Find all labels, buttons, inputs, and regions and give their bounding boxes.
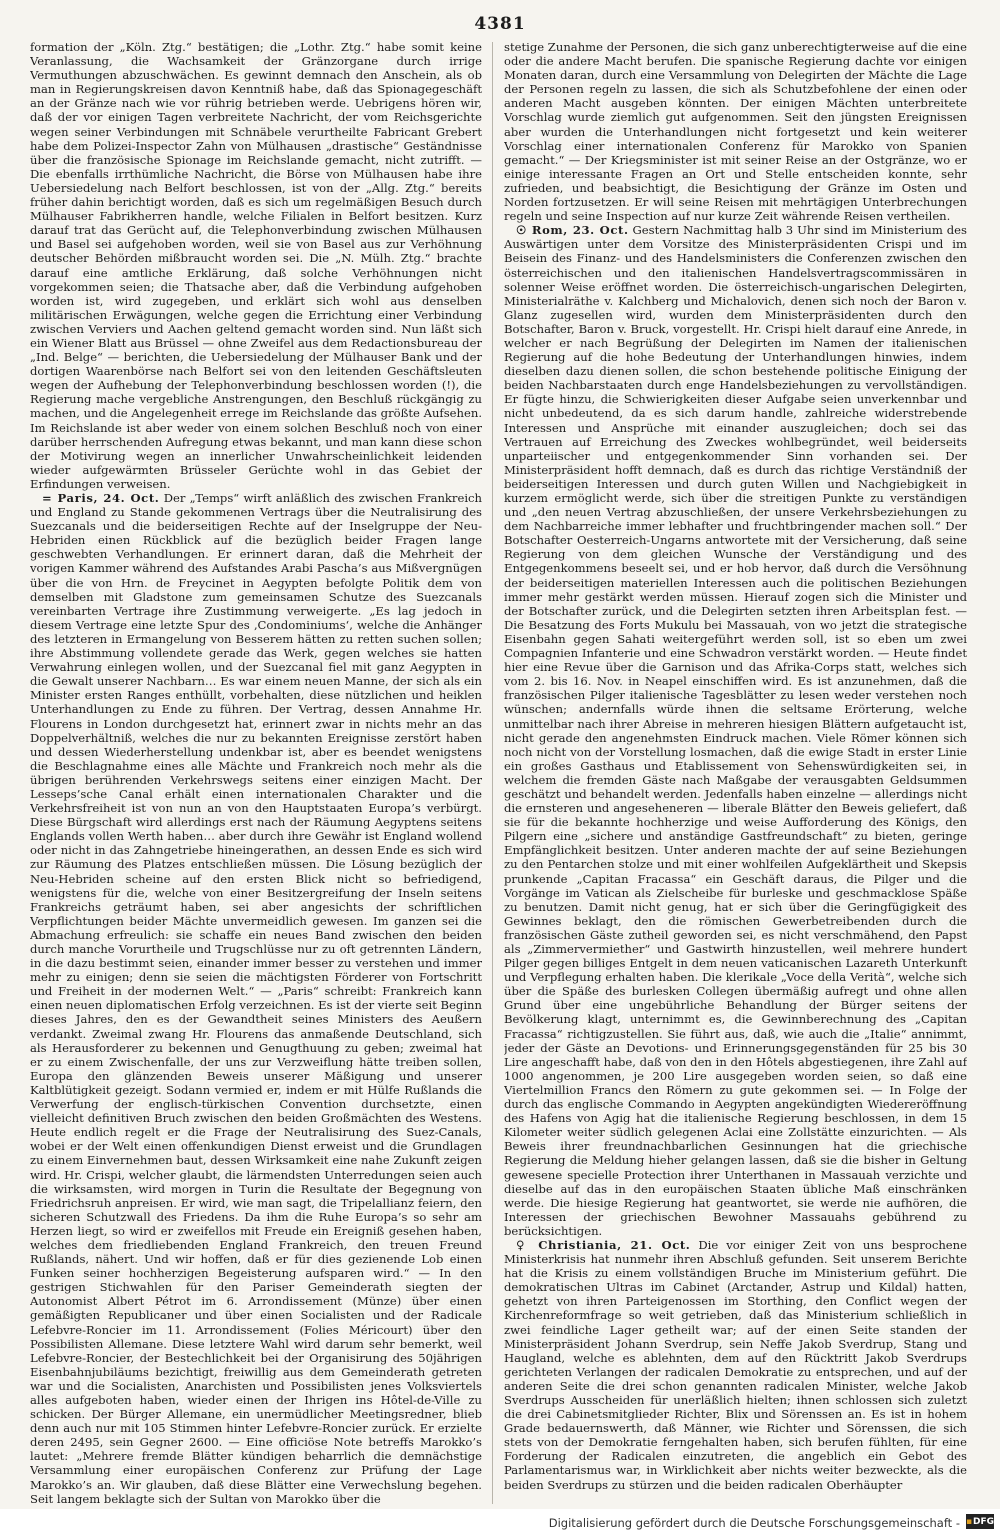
article-paragraph: formation der „Köln. Ztg.“ bestätigen; die „Lothr. Ztg.“ habe somit keine Veranlassung, die Wachsamkeit der Gränzorgane durch irrige Vermuthungen abzuschwächen. Es gewinnt demnach den Anschein, als ob man in Regierungskreisen davon Kenntniß habe, daß das Spionagegeschäft an der Gränze nach wie vor rührig betrieben werde. Uebrigens hören wir, daß der vor einigen Tagen verbreitete Nachricht, der vom Reichsgerichte wegen seiner Verbindungen mit Schnäbele verurtheilte Fabricant Grebert habe dem Polizei-Inspector Zahn von Mülhausen „drastische“ Geständnisse über die französische Spionage im Reichslande gemacht, nicht zutrifft. — Die ebenfalls irrthümliche Nachricht, die Börse von Mülhausen habe ihre Uebersiedelung nach Belfort beschlossen, ist von der „Allg. Ztg.“ bereits früher dahin berichtigt worden, daß es sich um regelmäßigen Besuch durch Mülhauser Fabrikherren handle, welche Filialen in Belfort besitzen. Kurz darauf trat das Gerücht auf, die Telephonverbindung zwischen Mülhausen und Basel sei aufgehoben worden, weil sie von Basel aus zur Verhöhnung deutscher Behörden mißbraucht worden sei. Die „N. Mülh. Ztg.“ brachte darauf eine amtliche Erklärung, daß solche Verhöhnungen nicht vorgekommen seien; die Thatsache aber, daß die Verbindung aufgehoben worden ist, wird zugegeben, und erklärt sich wohl aus denselben militärischen Erwägungen, welche gegen die Errichtung einer Verbindung zwischen Verviers und Aachen geltend gemacht worden sind. Nun läßt sich ein Wiener Blatt aus Brüssel — ohne Zweifel aus dem Redactionsbureau der „Ind. Belge“ — berichten, die Uebersiedelung der Mülhauser Bank und der dortigen Waarenbörse nach Belfort sei von den leitenden Geschäftsleuten wegen der Aufhebung der Telephonverbindung beschlossen worden (!), die Regierung mache vergebliche Anstrengungen, den Beschluß rückgängig zu machen, und die Angelegenheit errege im Reichslande das größte Aufsehen. Im Reichslande ist aber weder von einem solchen Beschluß noch von einer darüber herrschenden Aufregung etwas bekannt, und man kann diese schon der Motivirung wegen an innerlicher Unwahrscheinlichkeit leidenden wieder aufgewärmten Brüsseler Gerüchte wohl in das Gebiet der Erfindungen verweisen.: [30, 40, 482, 491]
column-divider: [492, 42, 493, 1504]
christiania-article: [504, 1238, 967, 1492]
footer-bar: [0, 1509, 1000, 1535]
paris-article-text: Der „Temps“ wirft anläßlich des zwischen Frankreich und England zu Stande gekommenen Vertrags über die Neutralisirung des Suezcanals und die beiderseitigen Rechte auf der Inselgruppe der Neu-Hebriden einen Rückblick auf die bezüglich beider Fragen lange geschwebten Verhandlungen. Er erinnert daran, daß die Mehrheit der vorigen Kammer während des Aufstandes Arabi Pascha’s aus Mißvergnügen über die von Hrn. de Freycinet in Aegypten befolgte Politik dem von demselben mit Gladstone zum gemeinsamen Schutze des Suezcanals vereinbarten Vertrage ihre Zustimmung verweigerte. „Es lag jedoch in diesem Vertrage eine letzte Spur des ‚Condominiums‘, welche die Anhänger des letzteren in Ermangelung von Besserem hätten zu retten suchen sollen; ihre Abstimmung vollendete gerade das Werk, gegen welches sie hatten Verwahrung einlegen wollen, und der Suezcanal fiel mit ganz Aegypten in die Gewalt unserer Nachbarn… Es war einem neuen Manne, der sich als ein Minister ersten Ranges enthüllt, vorbehalten, diese nützlichen und heiklen Unterhandlungen zu Ende zu führen. Der Vertrag, dessen Annahme Hr. Flourens in London durchgesetzt hat, erinnert zwar in nichts mehr an das Doppelverhältniß, welches die nur zu bekannten Ereignisse zerstört haben und dessen Wiederherstellung undenkbar ist, aber es beendet wenigstens die Beschlagnahme eines alle Mächte und Frankreich noch mehr als die übrigen berührenden Verkehrswegs seitens einer einzigen Macht. Der Lesseps’sche Canal erhält einen internationalen Charakter und die Verkehrsfreiheit ist von nun an von den Hauptstaaten Europa’s verbürgt. Diese Bürgschaft wird allerdings erst nach der Räumung Aegyptens seitens Englands vollen Werth haben… aber durch ihre Gewähr ist England wollend oder nicht in das Zahngetriebe hineingerathen, an dessen Ende es sich wird zur Räumung des Platzes entschließen müssen. Die Lösung bezüglich der Neu-Hebriden scheine auf den ersten Blick nicht so befriedigend, wenigstens für die, welche von einer Besitzergreifung der Inseln seitens Frankreichs geträumt haben, sei aber angesichts der schriftlichen Verpflichtungen beider Mächte unvermeidlich gewesen. Im ganzen sei die Abmachung erfreulich: sie schaffe ein neues Band zwischen den beiden durch manche Vorurtheile und Trugschlüsse nur zu oft getrennten Ländern, in die dazu bestimmt seien, einander immer besser zu verstehen und immer mehr zu einigen; denn sie seien die mächtigsten Förderer von Fortschritt und Freiheit in der modernen Welt.“ — „Paris“ schreibt: Frankreich kann einen neuen diplomatischen Erfolg verzeichnen. Es ist der vierte seit Beginn dieses Jahres, den es der Gewandtheit seines Ministers des Aeußern verdankt. Zweimal zwang Hr. Flourens das anmaßende Deutschland, sich als Herausforderer zu bekennen und Genugthuung zu geben; zweimal hat er zu einem Zwischenfalle, der uns zur Verzweiflung hätte treiben sollen, Europa den glänzenden Beweis unserer Mäßigung und unserer Kaltblütigkeit gezeigt. Sodann vermied er, indem er mit Hülfe Rußlands die Verwerfung der englisch-türkischen Convention durchsetzte, einen vielleicht definitiven Bruch zwischen den beiden Großmächten des Westens. Heute endlich regelt er die Frage der Neutralisirung des Suez-Canals, wobei er der Welt einen offenkundigen Dienst erweist und die Grundlagen zu einem Einvernehmen baut, dessen Wirksamkeit eine nahe Zukunft zeigen wird. Hr. Crispi, welcher glaubt, die lärmendsten Unterredungen seien auch die wirksamsten, wird morgen in Turin die Resultate der Begegnung von Friedrichsruh anpreisen. Er wird, wie man sagt, die Tripelallianz feiern, den sicheren Schutzwall des Friedens. Da ihm die Ruhe Europa’s so sehr am Herzen liegt, so wird er zweifellos mit Freude ein Ereigniß gesehen haben, welches dem friedliebenden England Frankreich, den treuen Freund Rußlands, nähert. Und wir hoffen, daß er für dies gezienende Lob einen Funken seiner hochherzigen Begeisterung aufsparen wird.“ — In den gestrigen Stichwahlen für den Pariser Gemeinderath siegten der Autonomist Albert Pétrot im 6. Arrondissement (Münze) über einen gemäßigten Republicaner und über einen Socialisten und der Radicale Lefebvre-Roncier im 11. Arrondissement (Folies Méricourt) über den Possibilisten Allemane. Diese letztere Wahl wird darum sehr bemerkt, weil Lefebvre-Roncier, der Bestechlichkeit bei der Organisirung des 50jährigen Eisenbahnjubiläums bezichtigt, freiwillig aus dem Gemeinderath getreten war und die Socialisten, Anarchisten und Possibilisten jenes Volksviertels alles aufgeboten haben, wieder einen der Ihrigen ins Hôtel-de-Ville zu schicken. Der Bürger Allemane, ein unermüdlicher Meetingsredner, blieb denn auch nur mit 105 Stimmen hinter Lefebvre-Roncier zurück. Er erzielte deren 2495, sein Gegner 2600. — Eine officiöse Note betreffs Marokko’s lautet: „Mehrere fremde Blätter kündigen beharrlich die demnächstige Versammlung einer europäischen Conferenz zur Prüfung der Lage Marokko’s an. Wir glauben, daß diese Blätter eine Verwechslung begehen. Seit langem beklagte sich der Sultan von Marokko über die: [30, 491, 482, 1506]
left-column: [30, 40, 482, 1510]
right-column: [504, 40, 967, 1510]
digitization-credit: Digitalisierung gefördert durch die Deutsche Forschungsgemeinschaft -: [548, 1516, 960, 1530]
christiania-article-text: Die vor einiger Zeit von uns besprochene Ministerkrisis hat nunmehr ihren Abschluß gefunden. Seit unserem Berichte hat die Krisis zu einem vollständigen Bruche im Ministerium geführt. Die demokratischen Ultras im Cabinet (Arctander, Astrup und Kildal) hatten, gehetzt von ihren Parteigenossen im Storthing, den Conflict wegen der Kirchenreformfrage so weit getrieben, daß das Ministerium schließlich in zwei feindliche Lager getheilt war; auf der einen Seite standen der Ministerpräsident Johann Sverdrup, sein Neffe Jakob Sverdrup, Stang und Haugland, welche es ablehnten, dem auf den Rücktritt Jakob Sverdrups gerichteten Verlangen der radicalen Demokratie zu entsprechen, und auf der anderen Seite die drei schon genannten radicalen Minister, welche Jakob Sverdrups Ausscheiden für unerläßlich hielten; ihnen schlossen sich zuletzt die drei Cabinetsmitglieder Richter, Blix und Sörenssen an. Es ist in hohem Grade bedauernswerth, daß Männer, wie Richter und Sörenssen, die sich stets von der Demokratie ferngehalten haben, sich berufen fühlten, für eine Forderung der Radicalen einzutreten, die angeblich ein Gebot des Parlamentarismus war, in Wirklichkeit aber nichts weiter bezweckte, als die beiden Sverdrups zu stürzen und die beiden radicalen Oberhäupter: [504, 1237, 967, 1492]
article-paragraph: stetige Zunahme der Personen, die sich ganz unberechtigterweise auf die eine oder die andere Macht berufen. Die spanische Regierung dachte vor einigen Monaten daran, durch eine Versammlung von Delegirten der Mächte die Lage der Personen regeln zu lassen, die sich als Schutzbefohlene der einen oder anderen Macht ausgeben könnten. Der einigen Mächten unterbreitete Vorschlag wurde ziemlich gut aufgenommen. Seit den jüngsten Ereignissen aber wurden die Unterhandlungen nicht fortgesetzt und kein weiterer Vorschlag einer internationalen Conferenz für Marokko von Spanien gemacht.“ — Der Kriegsminister ist mit seiner Reise an der Ostgränze, wo er einige interessante Fragen an Ort und Stelle entscheiden konnte, sehr zufrieden, und beabsichtigt, die Besichtigung der Gränze im Osten und Norden fortzusetzen. Er will seine Reisen mit mehrtägigen Unterbrechungen regeln und seine Inspection auf nur kurze Zeit währende Reisen vertheilen.: [504, 40, 967, 224]
dateline-paris: = Paris, 24. Oct.: [42, 491, 160, 505]
dateline-christiania: ♀ Christiania, 21. Oct.: [516, 1237, 691, 1252]
rom-article-text: Gestern Nachmittag halb 3 Uhr sind im Ministerium des Auswärtigen unter dem Vorsitze des Ministerpräsidenten Crispi und im Beisein des Finanz- und des Handelsministers die Conferenzen zwischen den österreichischen und den italienischen Handelsvertragscommissären in solenner Weise eröffnet worden. Die österreichisch-ungarischen Delegirten, Ministerialräthe v. Kalchberg und Michalovich, denen sich noch der Baron v. Glanz zugesellen wird, wurden dem Ministerpräsidenten durch den Botschafter, Baron v. Bruck, vorgestellt. Hr. Crispi hielt darauf eine Anrede, in welcher er nach Begrüßung der Delegirten im Namen der italienischen Regierung auf die hohe Bedeutung der Unterhandlungen hinwies, indem dieselben dazu dienen sollen, die schon bestehende politische Einigung der beiden Nachbarstaaten durch enge Handelsbeziehungen zu vervollständigen. Er fügte hinzu, die Schwierigkeiten dieser Aufgabe seien unverkennbar und nicht unbedeutend, da es sich darum handle, zahlreiche widerstrebende Interessen und Ansprüche mit einander auszugleichen; doch sei das Vertrauen auf Erreichung des Zweckes wohlbegründet, weil beiderseits unparteiischer und entgegenkommender Sinn vorhanden sei. Der Ministerpräsident hofft demnach, daß es durch das richtige Verständniß der beiderseitigen Interessen und durch guten Willen und Nachgiebigkeit in kurzem ermöglicht werde, sich über die streitigen Punkte zu verständigen und „den neuen Vertrag abzuschließen, der unsere Verkehrsbeziehungen zu dem Nachbarreiche immer lebhafter und fruchtbringender machen soll.“ Der Botschafter Oesterreich-Ungarns antwortete mit der Versicherung, daß seine Regierung von dem gleichen Wunsche der Verständigung und des Entgegenkommens beseelt sei, und er hob hervor, daß durch die Versöhnung der beiderseitigen materiellen Interessen auch die politischen Beziehungen immer mehr gestärkt werden müssen. Hierauf zogen sich die Minister und der Botschafter zurück, und die Delegirten setzten ihren Arbeitsplan fest. — Die Besatzung des Forts Mukulu bei Massauah, von wo jetzt die strategische Eisenbahn gegen Sahati weitergeführt werden soll, ist so eben um zwei Compagnien Infanterie und eine Schwadron verstärkt worden. — Heute findet hier eine Revue über die Garnison und das Afrika-Corps statt, welches sich vom 2. bis 16. Nov. in Neapel einschiffen wird. Es ist anzunehmen, daß die französischen Pilger italienische Tagesblätter zu lesen weder verstehen noch wünschen; andernfalls würde ihnen die seltsame Erörterung, welche unmittelbar nach ihrer Abreise in mehreren hiesigen Blättern aufgetaucht ist, nicht gerade den angenehmsten Eindruck machen. Viele Römer können sich noch nicht von der Vorstellung losmachen, daß die ewige Stadt in erster Linie ein großes Gasthaus und Etablissement von Sehenswürdigkeiten sei, in welchem die fremden Gäste nach Maßgabe der verausgabten Geldsummen geschätzt und behandelt werden. Jedenfalls haben einzelne — allerdings nicht die ernsteren und angeseheneren — liberale Blätter den Beweis geliefert, daß sie für die bekannte hochherzige und weise Aufforderung des Königs, den Pilgern eine „sichere und anständige Gastfreundschaft“ zu bieten, geringe Empfänglichkeit besitzen. Unter anderen machte der auf seine Beziehungen zu den Pentarchen stolze und mit einer wohlfeilen Aufgeklärtheit und Skepsis prunkende „Capitan Fracassa“ ein Geschäft daraus, die Pilger und die Vorgänge im Vatican als Zielscheibe für burleske und geschmacklose Späße zu benutzen. Damit nicht genug, hat er sich über die Geringfügigkeit des Gewinnes beklagt, den die römischen Gewerbetreibenden durch die französischen Gäste zutheil geworden sei, es nicht verschmähend, den Papst als „Zimmervermiether“ und Gastwirth hinzustellen, weil mehrere hundert Pilger gegen billiges Entgelt in dem neuen vaticanischen Lazareth Unterkunft und Verpflegung erhalten haben. Die klerikale „Voce della Verità“, welche sich über die Späße des burlesken Collegen übermäßig aufregt und ohne allen Grund über eine ungebührliche Behandlung der Bürger seitens der Bevölkerung klagt, unternimmt es, die Gewinnberechnung des „Capitan Fracassa“ richtigzustellen. Sie führt aus, daß, wie auch die „Italie“ annimmt, jeder der Gäste an Devotions- und Erinnerungsgegenständen für 25 bis 30 Lire angeschafft habe, daß von den in den Hôtels abgestiegenen, ihre Zahl auf 1000 angenommen, je 200 Lire ausgegeben worden seien, so daß eine Viertelmillion Francs den Römern zu gute gekommen sei. — In Folge der durch das englische Commando in Aegypten angekündigten Wiedereröffnung des Hafens von Agig hat die italienische Regierung beschlossen, in dem 15 Kilometer weiter südlich gelegenen Aclai eine Zollstätte einzurichten. — Als Beweis ihrer freundnachbarlichen Gesinnungen hat die griechische Regierung die Meldung hieher gelangen lassen, daß sie die bisher in Geltung gewesene specielle Protection ihrer Unterthanen in Massauah verzichte und dieselbe auf das in den europäischen Staaten übliche Maß einschränken werde. Die hiesige Regierung hat geantwortet, sie werde nie aufhören, die Interessen der griechischen Bewohner Massauahs gebührend zu berücksichtigen.: [504, 223, 967, 1238]
rom-article: [504, 223, 967, 1238]
page-number: 4381: [474, 14, 526, 34]
paris-article: [30, 491, 482, 1506]
dateline-rom: ☉ Rom, 23. Oct.: [516, 223, 629, 238]
dfg-logo-icon: ▪ DFG: [966, 1514, 994, 1529]
